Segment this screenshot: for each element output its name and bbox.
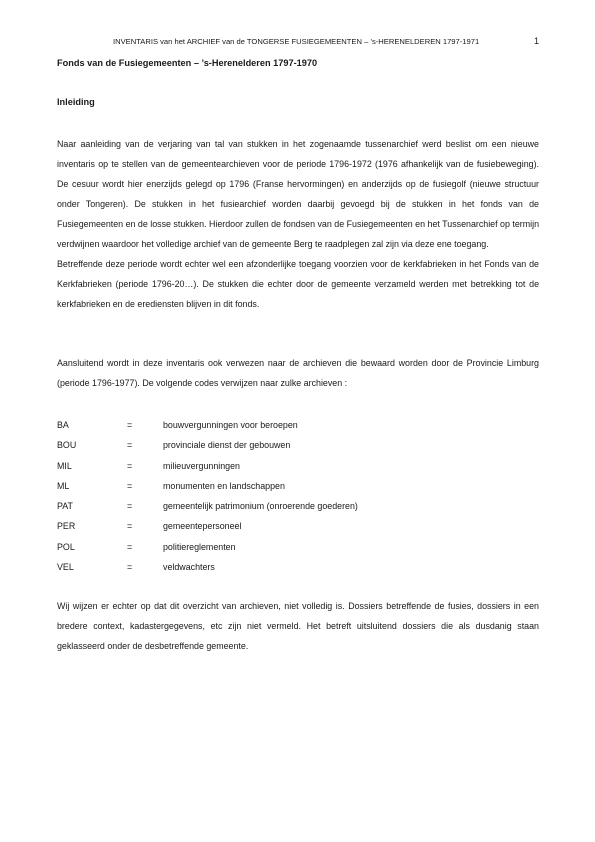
document-title: Fonds van de Fusiegemeenten – ’s-Herenelderen 1797-1970	[57, 58, 318, 68]
code-equals: =	[127, 480, 133, 491]
code-description: gemeentelijk patrimonium (onroerende goederen)	[163, 501, 358, 512]
code-row	[57, 456, 539, 476]
code-row	[57, 557, 539, 577]
code-equals: =	[127, 501, 133, 512]
code-abbreviation: VEL	[57, 562, 74, 573]
intro-paragraph-part1: Naar aanleiding van de verjaring van tal van stukken in het zogenaamde tussenarchief werd beslist om een nieuwe inventaris op te stellen van de gemeentearchieven voor de periode 1796-1972 (1976 afhankelijk van de fusiebeweging). De cesuur wordt hier enerzijds gelegd op 1796 (Franse hervormingen) en anderzijds op de fusiegolf (nieuwe structuur onder Tongeren). De stukken in het fusiearchief worden daarbij gevoegd bij de stukken in het fonds van de Fusiegemeenten en de losse stukken. Hierdoor zullen de fondsen van de Fusiegemeenten en het Tussenarchief op termijn verdwijnen waardoor het volledige archief van de gemeente Berg te raadplegen zal zijn via deze ene toegang.	[57, 139, 540, 249]
code-description: gemeentepersoneel	[163, 521, 242, 532]
code-description: provinciale dienst der gebouwen	[163, 440, 291, 451]
code-description: bouwvergunningen voor beroepen	[163, 420, 298, 430]
intro-paragraph	[57, 134, 539, 314]
code-abbreviation: PAT	[57, 501, 73, 512]
codes-intro-text: Aansluitend wordt in deze inventaris ook verwezen naar de archieven die bewaard worden door de Provincie Limburg (periode 1796-1977). De volgende codes verwijzen naar zulke archieven :	[57, 358, 539, 388]
codes-intro-paragraph	[57, 353, 539, 393]
section-heading: Inleiding	[57, 97, 95, 107]
page-number: 1	[534, 36, 540, 46]
code-equals: =	[127, 541, 133, 552]
code-row	[57, 537, 539, 557]
code-abbreviation: PER	[57, 521, 76, 532]
code-equals: =	[127, 521, 133, 532]
code-abbreviation: MIL	[57, 460, 72, 471]
code-abbreviation: BOU	[57, 440, 77, 451]
code-row	[57, 435, 539, 455]
code-description: milieuvergunningen	[163, 460, 240, 471]
code-equals: =	[127, 460, 133, 471]
code-description: politiereglementen	[163, 541, 236, 552]
code-row	[57, 476, 539, 496]
code-equals: =	[127, 562, 133, 573]
code-row	[57, 496, 539, 516]
code-abbreviation: POL	[57, 541, 75, 552]
code-description: monumenten en landschappen	[163, 480, 285, 491]
code-equals: =	[127, 440, 133, 451]
code-row	[57, 415, 539, 435]
code-list	[57, 415, 539, 577]
page-header	[0, 37, 595, 51]
code-abbreviation: BA	[57, 420, 69, 430]
closing-paragraph	[57, 596, 539, 656]
header-title: INVENTARIS van het ARCHIEF van de TONGERSE FUSIEGEMEENTEN – ’s-HERENELDEREN 1797-1971	[113, 37, 480, 46]
code-equals: =	[127, 420, 133, 430]
intro-paragraph-part2: Betreffende deze periode wordt echter wel een afzonderlijke toegang voorzien voor de kerkfabrieken in het Fonds van de Kerkfabrieken (periode 1796-20…). De stukken die echter door de gemeente verzameld werden met betrekking tot de kerkfabrieken en de erediensten blijven in dit fonds.	[57, 259, 539, 309]
closing-paragraph-text: Wij wijzen er echter op dat dit overzicht van archieven, niet volledig is. Dossiers betreffende de fusies, dossiers in een bredere context, kadastergegevens, etc zijn niet vermeld. Het betreft uitsluitend dossiers die als dusdanig staan geklasseerd onder de desbetreffende gemeente.	[57, 601, 539, 651]
code-row	[57, 516, 539, 536]
code-abbreviation: ML	[57, 480, 70, 491]
code-description: veldwachters	[163, 562, 215, 573]
